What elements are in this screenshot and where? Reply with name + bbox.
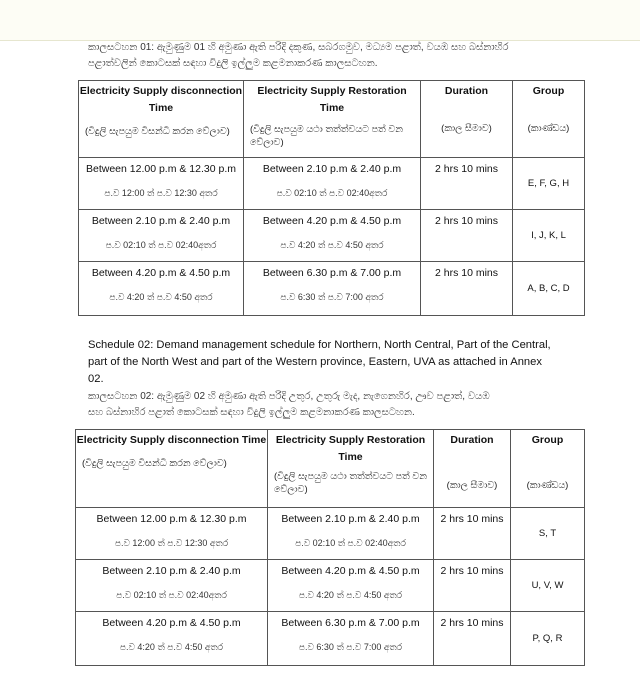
table-header-row — [79, 81, 585, 158]
header-disconnection — [79, 81, 244, 158]
schedule2-intro-si — [88, 389, 608, 421]
group-value: A, B, C, D — [527, 282, 570, 294]
disconnection-time-en: Between 12.00 p.m & 12.30 p.m — [96, 513, 247, 525]
group-value: P, Q, R — [532, 632, 563, 644]
header-restoration-en: Electricity Supply Restoration Time — [275, 434, 426, 463]
group-value: E, F, G, H — [527, 177, 570, 189]
disconnection-time-en: Between 12.00 p.m & 12.30 p.m — [85, 163, 236, 175]
duration-value: 2 hrs 10 mins — [434, 267, 499, 279]
table-row — [76, 508, 585, 560]
duration-value: 2 hrs 10 mins — [434, 163, 499, 175]
restoration-time-si: ප.ව 6:30 ත් ප.ව 7:00 අතර — [298, 642, 403, 652]
header-duration-en: Duration — [450, 434, 494, 446]
schedule2-table — [75, 429, 585, 666]
restoration-time-en: Between 6.30 p.m & 7.00 p.m — [281, 617, 420, 629]
restoration-time-en: Between 6.30 p.m & 7.00 p.m — [262, 267, 402, 279]
schedule1-intro-si — [88, 40, 608, 72]
header-disconnection — [76, 430, 268, 508]
header-disconnection-si: (විදුලි සැපයුම විසන්ධි කරන වේලාව) — [82, 458, 227, 469]
table-row — [76, 560, 585, 612]
duration-value: 2 hrs 10 mins — [440, 617, 504, 629]
schedule1-intro-si-line2: පළාත්වලින් කොටසක් සඳහා විදුලි ඉල්ලුම කළමනාකරණ කාලසටහන. — [88, 58, 378, 69]
table-row — [79, 262, 585, 316]
restoration-time-si: ප.ව 02:10 ත් ප.ව 02:40අතර — [276, 188, 388, 198]
group-value: U, V, W — [531, 579, 564, 591]
duration-value: 2 hrs 10 mins — [440, 565, 504, 577]
restoration-time-si: ප.ව 4:20 ත් ප.ව 4:50 අතර — [298, 590, 403, 600]
disconnection-time-en: Between 2.10 p.m & 2.40 p.m — [91, 215, 231, 227]
restoration-time-si: ප.ව 6:30 ත් ප.ව 7:00 අතර — [280, 292, 384, 302]
disconnection-time-si: ප.ව 02:10 ත් ප.ව 02:40අතර — [116, 590, 227, 600]
schedule2-intro-si-line2: සහ බස්නාහිර පළාත් කොටසක් සඳහා විදුලි ඉල්ලුම කළමනාකරණ කාලසටහන. — [88, 407, 415, 418]
header-group-si: (කාණ්ඩය) — [526, 480, 569, 491]
group-value: S, T — [538, 527, 557, 539]
restoration-time-en: Between 2.10 p.m & 2.40 p.m — [281, 513, 420, 525]
table-row — [79, 158, 585, 210]
header-restoration-si: (විදුලි සැපයුම යථා තත්ත්වයට පත් වන වේලාව) — [250, 124, 403, 148]
header-disconnection-si: (විදුලි සැපයුම විසන්ධි කරන වේලාව) — [85, 126, 230, 137]
schedule2-intro-en-line2: part of the North West and part of the Western province, Eastern, UVA as attached in Annex — [88, 356, 542, 368]
disconnection-time-si: ප.ව 4:20 ත් ප.ව 4:50 අතර — [119, 642, 224, 652]
schedule2-intro-en-line1: Schedule 02: Demand management schedule for Northern, North Central, Part of the Central, — [88, 339, 551, 351]
header-disconnection-en: Electricity Supply disconnection Time — [76, 434, 267, 446]
header-duration-en: Duration — [444, 85, 489, 97]
restoration-time-en: Between 2.10 p.m & 2.40 p.m — [262, 163, 402, 175]
restoration-time-si: ප.ව 4:20 ත් ප.ව 4:50 අතර — [280, 240, 384, 250]
header-duration — [421, 81, 513, 158]
table-row — [79, 210, 585, 262]
header-group-en: Group — [531, 434, 564, 446]
table-row — [76, 612, 585, 666]
header-restoration-si: (විදුලි සැපයුම යථා තත්ත්වයට පත් වන වේලාව) — [274, 471, 427, 495]
schedule1-intro-si-line1: කාලසටහන 01: ඇමුණුම 01 හි අමුණා ඇති පරිදි දකුණ, සබරගමුව, මධ්‍යම පළාත්, වයඹ සහ බස්නාහිර — [88, 42, 509, 53]
header-duration — [434, 430, 511, 508]
schedule1-table — [78, 80, 585, 316]
table-header-row — [76, 430, 585, 508]
schedule2-intro-si-line1: කාලසටහන 02: ඇමුණුම 02 හි අමුණා ඇති පරිදි උතුර, උතුරු මැද, නැගෙනහිර, ඌව පළාත්, වයඹ — [88, 391, 490, 402]
disconnection-time-en: Between 4.20 p.m & 4.50 p.m — [91, 267, 231, 279]
disconnection-time-si: ප.ව 02:10 ත් ප.ව 02:40අතර — [105, 240, 217, 250]
header-disconnection-en: Electricity Supply disconnection Time — [79, 85, 243, 114]
schedule2-intro-en-line3: 02. — [88, 373, 104, 385]
disconnection-time-en: Between 2.10 p.m & 2.40 p.m — [102, 565, 241, 577]
header-restoration — [244, 81, 421, 158]
disconnection-time-si: ප.ව 12:00 ත් ප.ව 12:30 අතර — [104, 188, 218, 198]
header-restoration-en: Electricity Supply Restoration Time — [257, 85, 407, 114]
header-restoration — [268, 430, 434, 508]
disconnection-time-si: ප.ව 4:20 ත් ප.ව 4:50 අතර — [109, 292, 213, 302]
top-band — [0, 0, 640, 41]
header-group-en: Group — [532, 85, 565, 97]
restoration-time-en: Between 4.20 p.m & 4.50 p.m — [281, 565, 420, 577]
header-group-si: (කාණ්ඩය) — [527, 123, 570, 134]
header-duration-si: (කාල සීමාව) — [446, 480, 498, 491]
restoration-time-en: Between 4.20 p.m & 4.50 p.m — [262, 215, 402, 227]
duration-value: 2 hrs 10 mins — [440, 513, 504, 525]
disconnection-time-en: Between 4.20 p.m & 4.50 p.m — [102, 617, 241, 629]
header-group — [513, 81, 585, 158]
restoration-time-si: ප.ව 02:10 ත් ප.ව 02:40අතර — [295, 538, 406, 548]
duration-value: 2 hrs 10 mins — [434, 215, 499, 227]
header-duration-si: (කාල සීමාව) — [441, 123, 492, 134]
disconnection-time-si: ප.ව 12:00 ත් ප.ව 12:30 අතර — [114, 538, 229, 548]
schedule2-intro-en — [88, 337, 608, 388]
header-group — [511, 430, 585, 508]
group-value: I, J, K, L — [531, 229, 566, 241]
